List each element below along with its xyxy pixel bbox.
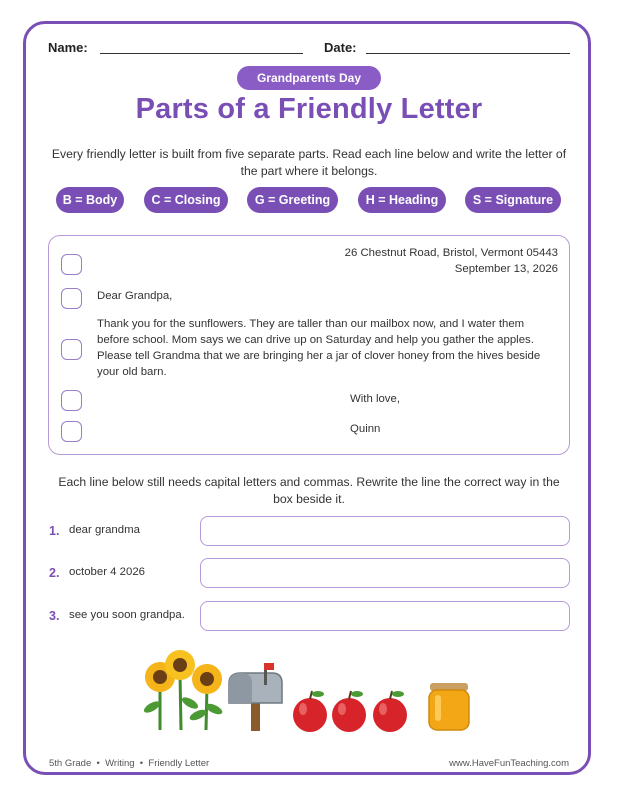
intro-instructions: Every friendly letter is built from five separate parts. Read each line below and write the letter of the part where it belongs.: [51, 147, 567, 178]
letter-greeting: Dear Grandpa,: [97, 290, 173, 302]
date-label: Date:: [324, 40, 357, 55]
body-answer-box[interactable]: [61, 339, 82, 360]
key-greeting: G = Greeting: [247, 187, 338, 213]
key-body: B = Body: [56, 187, 124, 213]
rewrite-prompt: october 4 2026: [69, 566, 145, 578]
rewrite-prompt: dear grandma: [69, 524, 140, 536]
rewrite-prompt: see you soon grandpa.: [69, 609, 185, 621]
rewrite-number: 3.: [49, 609, 60, 623]
answer-key-row: [0, 187, 618, 213]
footer-separator: •: [93, 758, 103, 769]
footer-site-link[interactable]: www.HaveFunTeaching.com: [449, 758, 569, 769]
rewrite-row: [0, 516, 618, 546]
letter-body-line: Thank you for the sunflowers. They are taller than our mailbox now, and I water them: [97, 318, 525, 330]
key-signature: S = Signature: [465, 187, 561, 213]
date-line[interactable]: [366, 53, 570, 54]
letter-heading-address: 26 Chestnut Road, Bristol, Vermont 05443: [344, 247, 558, 259]
letter-signature: Quinn: [350, 423, 381, 435]
signature-answer-box[interactable]: [61, 421, 82, 442]
rewrite-answer-field[interactable]: [200, 516, 570, 546]
key-closing: C = Closing: [144, 187, 228, 213]
footer-breadcrumb: [49, 758, 209, 769]
name-line[interactable]: [100, 53, 303, 54]
name-label: Name:: [48, 40, 88, 55]
sunflowers-icon: [142, 650, 224, 730]
footer-grade: 5th Grade: [49, 758, 92, 769]
letter-body-line: before school. Mom says we can drive up on Saturday and help you gather the apples.: [97, 334, 534, 346]
letter-body-line: Please tell Grandma that we are bringing her a jar of clover honey from the hives beside: [97, 350, 541, 362]
footer-subject: Writing: [105, 758, 135, 769]
letter-closing: With love,: [350, 393, 401, 405]
mailbox-icon: [229, 663, 282, 731]
rewrite-row: [0, 558, 618, 588]
letter-heading-date: September 13, 2026: [454, 263, 558, 275]
rewrite-number: 1.: [49, 524, 60, 538]
page-title: Parts of a Friendly Letter: [135, 93, 483, 125]
closing-answer-box[interactable]: [61, 390, 82, 411]
grandparents-day-badge: Grandparents Day: [237, 66, 381, 90]
rewrite-instructions: Each line below still needs capital letters and commas. Rewrite the line the correct way in the box beside it.: [58, 475, 560, 506]
rewrite-answer-field[interactable]: [200, 601, 570, 631]
rewrite-number: 2.: [49, 566, 60, 580]
honey-jar-icon: [429, 683, 469, 730]
key-heading: H = Heading: [358, 187, 446, 213]
name-date-row: [48, 40, 570, 60]
illustrations: [0, 645, 618, 735]
letter-body-line: your old barn.: [97, 366, 167, 378]
greeting-answer-box[interactable]: [61, 288, 82, 309]
heading-answer-box[interactable]: [61, 254, 82, 275]
footer-separator: •: [137, 758, 146, 769]
rewrite-row: [0, 601, 618, 631]
footer-topic: Friendly Letter: [148, 758, 210, 769]
apples-icon: [293, 691, 407, 732]
rewrite-answer-field[interactable]: [200, 558, 570, 588]
